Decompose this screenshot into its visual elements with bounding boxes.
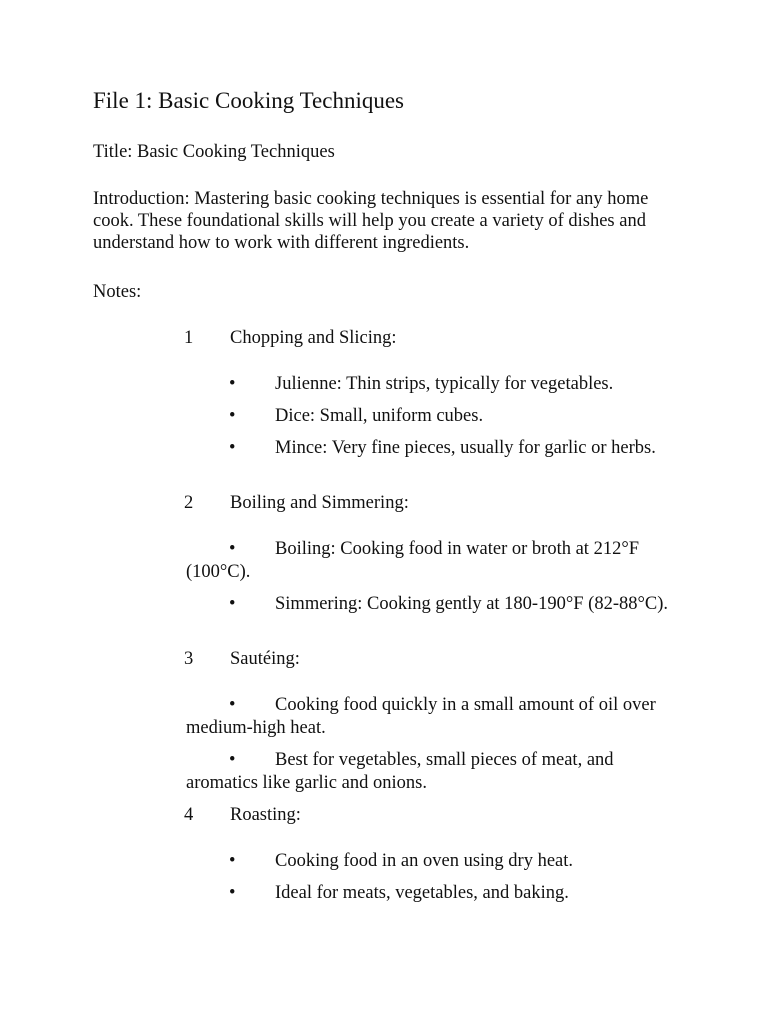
section-heading [184, 327, 397, 349]
section-title: Chopping and Slicing: [230, 328, 397, 348]
list-item [186, 694, 676, 740]
section-number: 4 [184, 805, 194, 825]
list-item [186, 882, 676, 905]
bullet-icon: • [229, 883, 236, 903]
list-item-text: Simmering: Cooking gently at 180-190°F (82-88°C). [275, 594, 668, 614]
list-item-text: Mince: Very fine pieces, usually for garlic or herbs. [275, 438, 656, 458]
list-item [186, 373, 676, 396]
list-item-text: Cooking food quickly in a small amount of oil over medium-high heat. [186, 695, 656, 738]
list-item [186, 749, 676, 795]
list-item-text: Best for vegetables, small pieces of meat, and aromatics like garlic and onions. [186, 750, 614, 793]
section-title: Roasting: [230, 805, 301, 825]
document-heading: File 1: Basic Cooking Techniques [93, 88, 404, 113]
list-item [186, 405, 676, 428]
title-line: Title: Basic Cooking Techniques [93, 142, 335, 162]
list-item-text: Cooking food in an oven using dry heat. [275, 851, 574, 871]
bullet-icon: • [229, 438, 236, 458]
bullet-icon: • [229, 695, 236, 715]
list-item-text: Dice: Small, uniform cubes. [275, 406, 484, 426]
list-item-text: Julienne: Thin strips, typically for vegetables. [275, 374, 614, 394]
introduction-paragraph: Introduction: Mastering basic cooking techniques is essential for any home cook. These foundational skills will help you create a variety of dishes and understand how to work with different ingredients. [93, 189, 649, 253]
list-item [186, 593, 676, 616]
section-number: 1 [184, 328, 194, 348]
section-heading [184, 648, 300, 670]
section-heading [184, 804, 301, 826]
bullet-icon: • [229, 406, 236, 426]
section-title: Sautéing: [230, 649, 300, 669]
bullet-icon: • [229, 851, 236, 871]
list-item [186, 538, 676, 584]
bullet-icon: • [229, 750, 236, 770]
section-title: Boiling and Simmering: [230, 493, 409, 513]
bullet-icon: • [229, 594, 236, 614]
bullet-icon: • [229, 374, 236, 394]
notes-label: Notes: [93, 282, 142, 302]
section-heading [184, 492, 409, 514]
list-item [186, 850, 676, 873]
list-item [186, 437, 676, 460]
list-item-text: Ideal for meats, vegetables, and baking. [275, 883, 569, 903]
list-item-text: Boiling: Cooking food in water or broth at 212°F (100°C). [186, 539, 640, 582]
bullet-icon: • [229, 539, 236, 559]
section-number: 2 [184, 493, 194, 513]
section-number: 3 [184, 649, 194, 669]
